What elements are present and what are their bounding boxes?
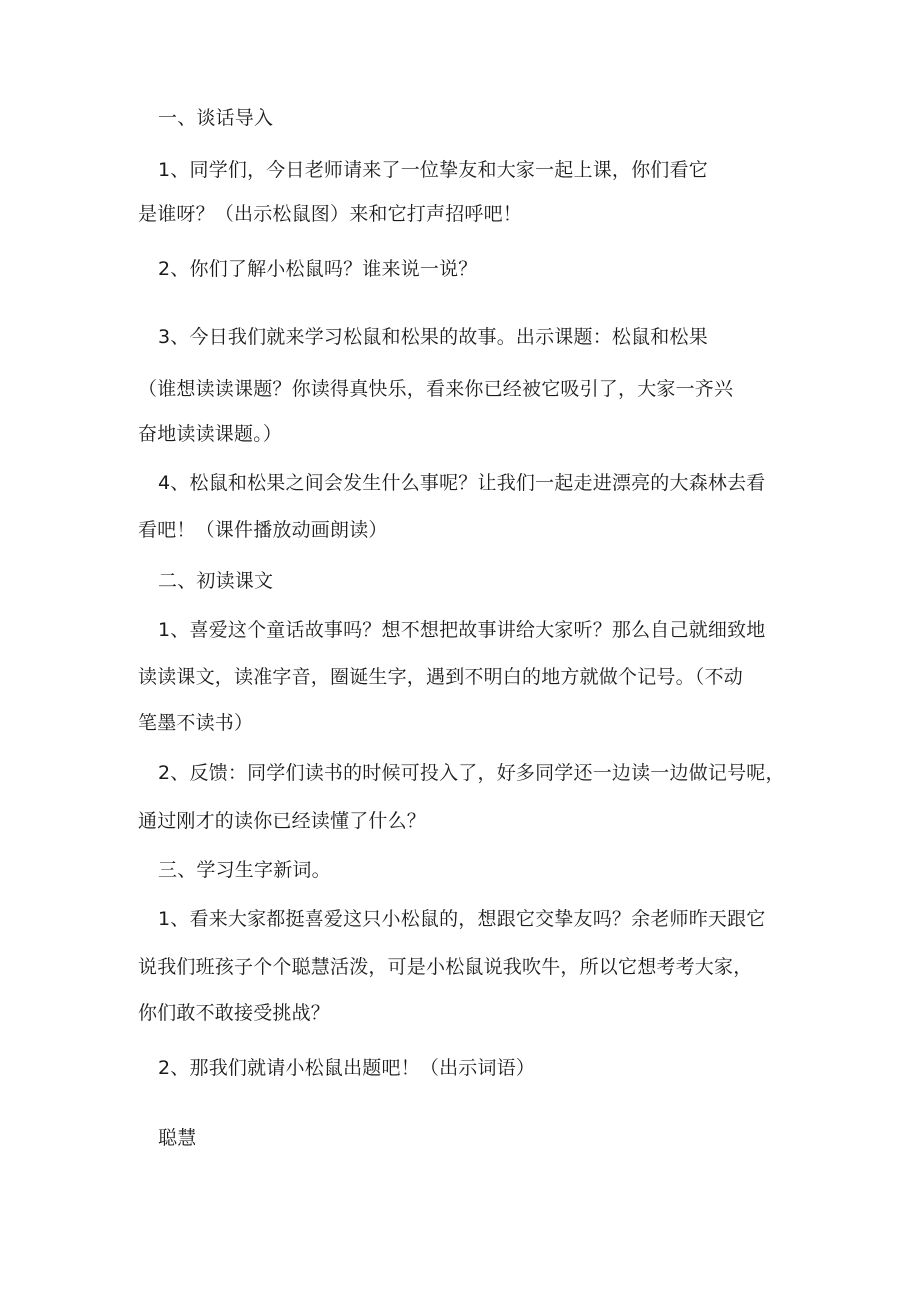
paragraph-line: 3、今日我们就来学习松鼠和松果的故事。出示课题：松鼠和松果 [158,326,708,348]
paragraph-line: 说我们班孩子个个聪慧活泼，可是小松鼠说我吹牛，所以它想考考大家， [138,956,753,978]
paragraph-line: 通过刚才的读你已经读懂了什么？ [138,810,427,832]
paragraph-line: 笔墨不读书） [138,712,254,734]
paragraph-line: 你们敢不敢接受挑战？ [138,1002,331,1024]
paragraph-line: （谁想读读课题？你读得真快乐，看来你已经被它吸引了，大家一齐兴 [138,378,734,400]
paragraph-line: 2、那我们就请小松鼠出题吧！（出示词语） [158,1057,536,1079]
paragraph-line: 2、你们了解小松鼠吗？谁来说一说？ [158,258,478,280]
paragraph-line: 1、同学们，今日老师请来了一位挚友和大家一起上课，你们看它 [158,159,708,181]
section-heading-3: 三、学习生字新词。 [158,859,331,881]
paragraph-line: 是谁呀？（出示松鼠图）来和它打声招呼吧！ [138,203,523,225]
vocabulary-word: 聪慧 [158,1127,197,1149]
paragraph-line: 读读课文，读准字音，圈诞生字，遇到不明白的地方就做个记号。（不动 [138,666,743,688]
paragraph-line: 1、喜爱这个童话故事吗？想不想把故事讲给大家听？那么自己就细致地 [158,619,766,641]
paragraph-line: 奋地读读课题。） [138,423,283,445]
section-heading-2: 二、初读课文 [158,570,274,592]
paragraph-line: 4、松鼠和松果之间会发生什么事呢？让我们一起走进漂亮的大森林去看 [158,472,766,494]
section-heading-1: 一、谈话导入 [158,107,274,129]
paragraph-line: 1、看来大家都挺喜爱这只小松鼠的，想跟它交挚友吗？余老师昨天跟它 [158,908,766,930]
paragraph-line: 看吧！（课件播放动画朗读） [138,519,388,541]
paragraph-line: 2、反馈：同学们读书的时候可投入了，好多同学还一边读一边做记号呢， [158,762,785,784]
